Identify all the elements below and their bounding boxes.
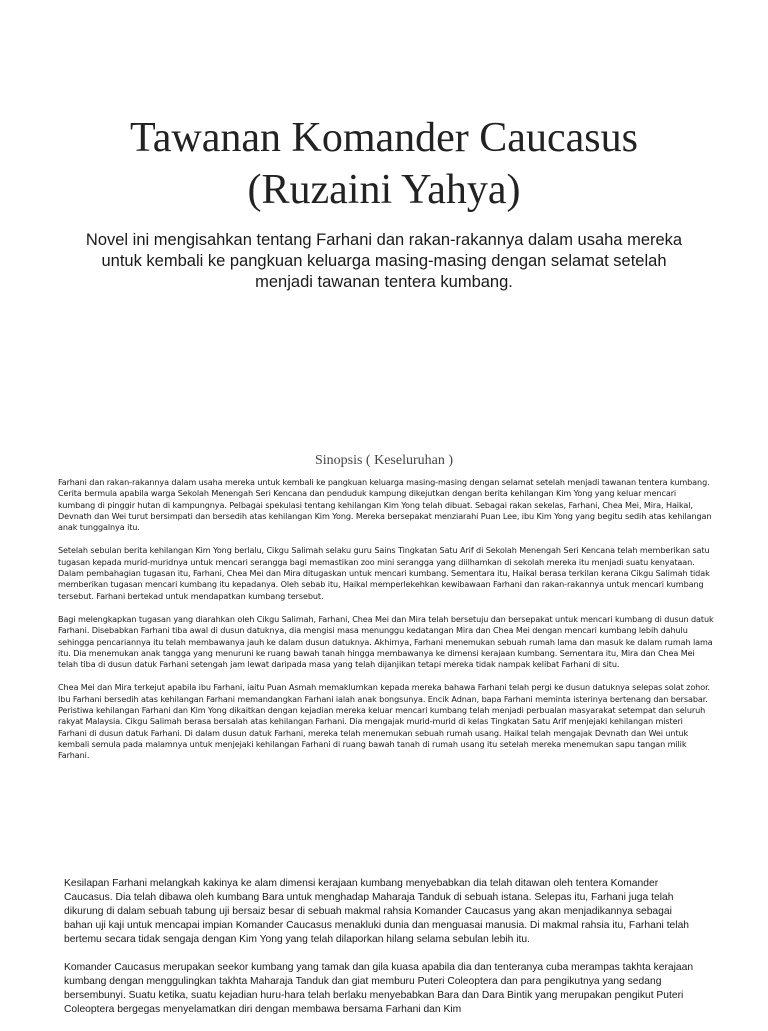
sinopsis-paragraph: Chea Mei dan Mira terkejut apabila ibu Farhani, iaitu Puan Asmah memaklumkan kepada mereka bahawa Farhani telah pergi ke dusun datuknya selepas solat zohor. Ibu Farhani bersedih atas kehilangan Farhani memandangkan Farhani ialah anak bongsunya. Encik Adnan, bapa Farhani meminta isterinya bertenang dan bersabar. Peristiwa kehilangan Farhani dan Kim Yong dikaitkan dengan kejadian mereka keluar mencari kumbang telah menjadi perbualan masyarakat setempat dan seluruh rakyat Malaysia. Cikgu Salimah berasa bersalah atas kehilangan Farhani. Dia mengajak murid-murid di kelas Tingkatan Satu Arif menjejaki kehilangan misteri Farhani di dusun datuk Farhani. Di dalam dusun datuk Farhani, mereka telah menemukan sebuah rumah usang. Haikal telah mengajak Devnath dan Wei untuk kembali semula pada malamnya untuk menjejaki kehilangan Farhani di ruang bawah tanah di rumah usang itu setelah mereka menemukan sapu tangan milik Farhani.: [58, 682, 711, 761]
body-paragraph: Kesilapan Farhani melangkah kakinya ke alam dimensi kerajaan kumbang menyebabkan dia telah ditawan oleh tentera Komander Caucasus. Dia telah dibawa oleh kumbang Bara untuk menghadap Maharaja Tanduk di sebuah istana. Selepas itu, Farhani juga telah dikurung di dalam sebuah tabung uji bersaiz besar di sebuah makmal rahsia Komander Caucasus yang akan menjadikannya sebagai bahan uji kaji untuk mencapai impian Komander Caucasus menakluki dunia dan menguasai manusia. Di makmal rahsia itu, Farhani telah bertemu secara tidak sengaja dengan Kim Yong yang telah dilaporkan hilang selama sebulan lebih itu.: [64, 878, 690, 945]
sinopsis-paragraph: Bagi melengkapkan tugasan yang diarahkan oleh Cikgu Salimah, Farhani, Chea Mei dan Mira telah bersetuju dan bersepakat untuk mencari kumbang di dusun datuk Farhani. Disebabkan Farhani tiba awal di dusun datuknya, dia mengisi masa menunggu kedatangan Mira dan Chea Mei dengan mencari kumbang lebih dahulu sehingga pencariannya itu telah membawanya jauh ke dalam dusun datuknya. Akhirnya, Farhani menemukan sebuah rumah lama dan masuk ke dalam rumah lama itu. Dia menemukan anak tangga yang menuruni ke ruang bawah tanah hingga membawanya ke dimensi kerajaan kumbang. Sementara itu, Mira dan Chea Mei telah tiba di dusun datuk Farhani setengah jam lewat daripada masa yang telah dijanjikan tetapi mereka tidak nampak kelibat Farhani di situ.: [58, 613, 714, 670]
body-paragraph: Komander Caucasus merupakan seekor kumbang yang tamak dan gila kuasa apabila dia dan tenteranya cuba merampas takhta kerajaan kumbang dengan menggulingkan takhta Maharaja Tanduk dan giat memburu Puteri Coleoptera dan para pengikutnya yang sedang bersembunyi. Suatu ketika, suatu kejadian huru-hara telah berlaku menyebabkan Bara dan Dara Bintik yang merupakan pengikut Puteri Coleoptera bergegas menyelamatkan diri dengan membawa bersama Farhani dan Kim: [64, 962, 694, 1015]
sinopsis-paragraph: Farhani dan rakan-rakannya dalam usaha mereka untuk kembali ke pangkuan keluarga masing-masing dengan selamat setelah menjadi tawanan tentera kumbang. Cerita bermula apabila warga Sekolah Menengah Seri Kencana dan penduduk kampung dikejutkan dengan berita kehilangan Kim Yong yang keluar mencari kumbang di pinggir hutan di kampungnya. Pelbagai spekulasi tentang kehilangan Kim Yong telah dibuat. Sebagai rakan sekelas, Farhani, Chea Mei, Mira, Haikal, Devnath dan Wei turut bersimpati dan bersedih atas kehilangan Kim Yong. Mereka bersepakat menziarahi Puan Lee, ibu Kim Yong yang begitu sedih atas kehilangan anak tunggalnya itu.: [58, 477, 712, 533]
sinopsis-paragraph: Setelah sebulan berita kehilangan Kim Yong berlalu, Cikgu Salimah selaku guru Sains Tingkatan Satu Arif di Sekolah Menengah Seri Kencana telah memberikan satu tugasan kepada murid-muridnya untuk mencari serangga bagi memastikan zoo mini serangga yang diilhamkan di sekolah mereka itu menjadi suatu kenyataan. Dalam pembahagian tugasan itu, Farhani, Chea Mei dan Mira ditugaskan untuk mencari kumbang. Sementara itu, Haikal berasa terkilan kerana Cikgu Salimah tidak memberikan tugasan mencari kumbang itu kepadanya. Oleh sebab itu, Haikal memperlekehkan kewibawaan Farhani dan rakan-rakannya untuk mencari kumbang tersebut. Farhani bertekad untuk mendapatkan kumbang tersebut.: [58, 545, 710, 601]
sinopsis-section: [58, 477, 714, 774]
document-title: Tawanan Komander Caucasus (Ruzaini Yahya): [130, 115, 638, 213]
lower-section: [64, 877, 700, 1031]
document-subtitle: Novel ini mengisahkan tentang Farhani dan rakan-rakannya dalam usaha mereka untuk kembali ke pangkuan keluarga masing-masing dengan selamat setelah menjadi tawanan tentera kumbang.: [85, 231, 683, 291]
sinopsis-heading: Sinopsis ( Keseluruhan ): [314, 453, 454, 468]
